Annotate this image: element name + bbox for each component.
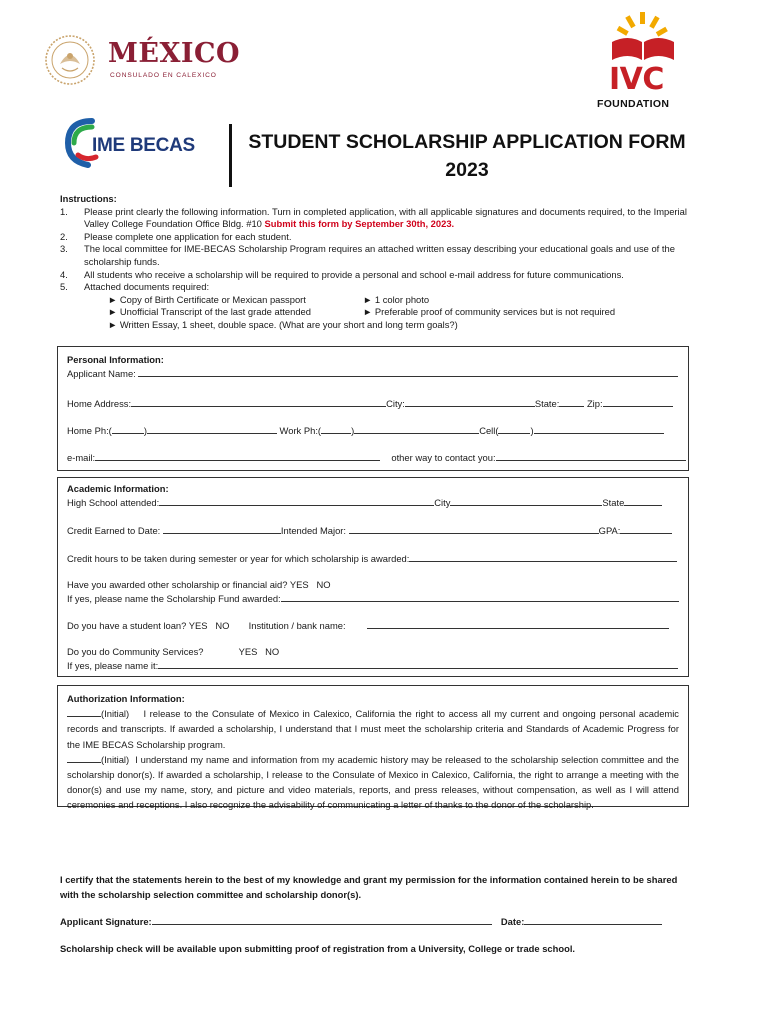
credit-earned-label: Credit Earned to Date: <box>67 525 161 536</box>
applicant-name-field[interactable] <box>138 367 678 377</box>
other-contact-field[interactable] <box>496 451 686 461</box>
authorization-box <box>57 685 689 811</box>
instruction-number: 4. <box>60 268 68 280</box>
hs-state-field[interactable] <box>624 496 662 506</box>
ime-becas-logo <box>62 115 202 171</box>
cell-area-field[interactable] <box>498 424 530 434</box>
date-field[interactable] <box>524 915 662 925</box>
scholarship-fund-label: If yes, please name the Scholarship Fund awarded: <box>67 593 281 604</box>
authorization-clause-2 <box>67 752 679 813</box>
authorization-clause-1 <box>67 706 679 752</box>
attachment-item: ► 1 color photo <box>363 293 430 305</box>
work-phone-field[interactable] <box>354 424 479 434</box>
attachment-item: ► Written Essay, 1 sheet, double space. (What are your short and long term goals?) <box>108 318 458 330</box>
initial-label-2: (Initial) <box>101 753 130 765</box>
cell-field[interactable] <box>534 424 664 434</box>
state-field[interactable] <box>559 397 584 407</box>
credit-hours-row <box>67 552 677 564</box>
community-name-field[interactable] <box>158 659 678 669</box>
instruction-item <box>60 281 700 294</box>
paren-close: ) <box>143 425 147 436</box>
page-title <box>232 128 702 184</box>
hs-city-label: City <box>434 497 451 508</box>
instruction-item <box>60 269 700 282</box>
credit-hours-field[interactable] <box>409 552 677 562</box>
scholarship-fund-row <box>67 592 679 604</box>
credit-hours-label: Credit hours to be taken during semester or year for which scholarship is awarded: <box>67 553 410 564</box>
phone-row <box>67 424 664 436</box>
community-name-label: If yes, please name it: <box>67 660 159 671</box>
instruction-text: Attached documents required: <box>84 281 210 293</box>
home-phone-label: Home Ph:( <box>67 425 112 436</box>
state-label: State: <box>534 398 560 409</box>
hs-city-field[interactable] <box>450 496 602 506</box>
instruction-item <box>60 206 700 231</box>
mexico-logo-subtitle: CONSULADO EN CALEXICO <box>110 72 217 79</box>
instruction-item <box>60 243 700 268</box>
applicant-name-row <box>67 367 678 379</box>
date-label: Date: <box>500 916 525 927</box>
attachment-item: ► Copy of Birth Certificate or Mexican passport <box>108 293 306 305</box>
email-field[interactable] <box>95 451 380 461</box>
academic-information-box <box>57 477 689 677</box>
community-services-row <box>67 646 279 657</box>
mexico-logo-title: MÉXICO <box>108 38 241 69</box>
instruction-body: Please print clearly the following information. Turn in completed application, with all applicable signatures and documents required, to the Imperial Valley College Foundation Office Bldg. #10 <box>84 205 687 230</box>
ivc-foundation-logo <box>594 8 692 112</box>
scholarship-fund-field[interactable] <box>281 592 679 602</box>
credit-row <box>67 524 672 536</box>
initial-field-2[interactable] <box>67 754 101 763</box>
home-phone-area-field[interactable] <box>112 424 144 434</box>
city-label: City: <box>386 398 405 409</box>
institution-field[interactable] <box>367 619 669 629</box>
other-contact-label: other way to contact you: <box>391 452 496 463</box>
zip-field[interactable] <box>603 397 673 407</box>
home-phone-field[interactable] <box>147 424 277 434</box>
authorization-text-1: I release to the Consulate of Mexico in Calexico, California the right to access all my current and ongoing personal academic records and transcripts. If awarded a scholarship, I understand that I must meet the scholarship criteria and Standards of Academic Progress for the IME BECAS Scholarship program. <box>67 708 679 750</box>
community-services-yes-no[interactable]: YES NO <box>238 646 280 657</box>
attachments-list <box>108 294 700 332</box>
email-row <box>67 451 686 463</box>
ivc-book-icon <box>594 8 692 64</box>
intended-major-field[interactable] <box>349 524 599 534</box>
instructions-heading: Instructions: <box>60 193 117 204</box>
applicant-name-label: Applicant Name: <box>67 368 136 379</box>
work-phone-area-field[interactable] <box>321 424 351 434</box>
attachment-item: ► Preferable proof of community services but is not required <box>363 306 616 318</box>
instruction-number: 2. <box>60 230 68 242</box>
gpa-field[interactable] <box>620 524 672 534</box>
high-school-field[interactable] <box>159 496 434 506</box>
authorization-text-2: I understand my name and information from my academic history may be released to the scholarship selection committee and the scholarship donor(s). If awarded a scholarship, I release to the Consulate of Mexico in Calexico, California, the right to arrange a meeting with the donor(s) and use my name, story, and picture and video materials, reports, and press releases, without compensation, as well as I will attend ceremonies and receptions. I also recognize the advisability of communicating a letter of thanks to the donor of the scholarship. <box>67 753 679 811</box>
footer-note: Scholarship check will be available upon submitting proof of registration from a University, College or trade school. <box>60 943 576 954</box>
community-services-label: Do you do Community Services? <box>67 646 204 657</box>
other-aid-yes-no[interactable]: YES NO <box>289 579 331 590</box>
high-school-label: High School attended: <box>67 497 160 508</box>
page-title-line2: 2023 <box>445 159 489 181</box>
other-aid-row <box>67 579 331 590</box>
signature-row <box>60 915 662 927</box>
work-phone-label: Work Ph:( <box>279 425 322 436</box>
initial-label-1: (Initial) <box>101 708 130 720</box>
instruction-number: 1. <box>60 205 68 217</box>
student-loan-row <box>67 619 669 631</box>
instruction-number: 3. <box>60 243 68 255</box>
attachment-item: ► Unofficial Transcript of the last grade attended <box>108 306 311 318</box>
authorization-heading: Authorization Information: <box>67 693 185 704</box>
personal-information-box <box>57 346 689 471</box>
instruction-number: 5. <box>60 281 68 293</box>
institution-label: Institution / bank name: <box>248 620 346 631</box>
intended-major-label: Intended Major: <box>280 525 347 536</box>
instruction-text: The local committee for IME-BECAS Scholarship Program requires an attached written essay describing your educational goals and use of the scholarship funds. <box>84 243 675 267</box>
instructions-section <box>60 193 700 332</box>
page-title-line1: STUDENT SCHOLARSHIP APPLICATION FORM <box>248 131 686 153</box>
home-address-field[interactable] <box>131 397 386 407</box>
ivc-logo-title: IVC <box>609 62 664 97</box>
credit-earned-field[interactable] <box>163 524 281 534</box>
email-label: e-mail: <box>67 452 96 463</box>
signature-label: Applicant Signature: <box>60 916 152 927</box>
paren-close: ) <box>351 425 355 436</box>
authorization-text <box>67 691 679 813</box>
cell-label: Cell( <box>479 425 499 436</box>
instruction-text <box>84 206 700 231</box>
home-address-label: Home Address: <box>67 398 132 409</box>
hs-state-label: State <box>602 497 625 508</box>
initial-field-1[interactable] <box>67 708 101 717</box>
deadline-highlight: Submit this form by September 30th, 2023. <box>264 218 455 230</box>
academic-heading: Academic Information: <box>67 483 169 494</box>
personal-heading: Personal Information: <box>67 354 164 365</box>
high-school-row <box>67 496 662 508</box>
certification-statement: I certify that the statements herein to the best of my knowledge and grant my permission for the information contained herein to be shared with the scholarship selection committee and scholarship donor(s). <box>60 874 678 900</box>
student-loan-yes-no[interactable]: YES NO <box>188 620 230 631</box>
instruction-text: All students who receive a scholarship will be required to provide a personal and school e-mail address for future communications. <box>84 268 624 280</box>
instruction-item <box>60 231 700 244</box>
mexico-consulate-logo <box>44 34 264 90</box>
home-address-row <box>67 397 673 409</box>
zip-label: Zip: <box>586 398 603 409</box>
city-field[interactable] <box>405 397 535 407</box>
signature-field[interactable] <box>152 915 492 925</box>
other-aid-label: Have you awarded other scholarship or financial aid? <box>67 579 288 590</box>
community-name-row <box>67 659 678 671</box>
gpa-label: GPA: <box>598 525 621 536</box>
instruction-text: Please complete one application for each student. <box>84 230 292 242</box>
ime-logo-title: IME BECAS <box>92 135 195 156</box>
student-loan-label: Do you have a student loan? <box>67 620 187 631</box>
ivc-logo-subtitle: FOUNDATION <box>597 98 670 110</box>
paren-close: ) <box>530 425 534 436</box>
mexico-seal-icon <box>44 34 96 86</box>
